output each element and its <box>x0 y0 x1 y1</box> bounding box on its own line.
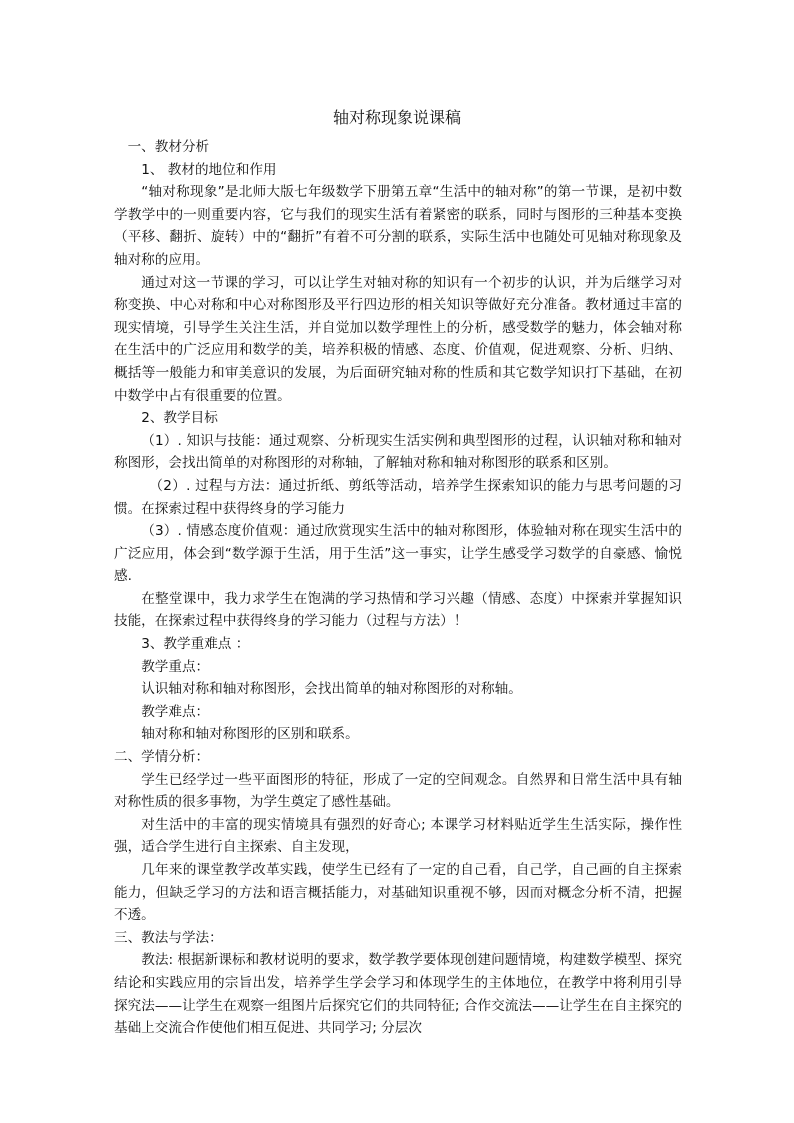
section-heading-learner-analysis: 二、学情分析： <box>114 749 210 766</box>
paragraph: “轴对称现象”是北师大版七年级数学下册第五章“生活中的轴对称”的第一节课，是初中数学教学中的一则重要内容，它与我们的现实生活有着紧密的联系，同时与图形的三种基本变换（平移、翻折、旋转）中的“翻折”有着不可分割的联系，实际生活中也随处可见轴对称现象及轴对称的应用。 <box>114 184 682 268</box>
paragraph: 对生活中的丰富的现实情境具有强烈的好奇心; 本课学习材料贴近学生生活实际，操作性强，适合学生进行自主探索、自主发现， <box>114 816 682 856</box>
paragraph: 学生已经学过一些平面图形的特征，形成了一定的空间观念。自然界和日常生活中具有轴对称性质的很多事物，为学生奠定了感性基础。 <box>114 771 682 811</box>
difficult-points-text: 轴对称和轴对称图形的区别和联系。 <box>141 726 359 743</box>
objective-knowledge-skills: （1）. 知识与技能：通过观察、分析现实生活实例和典型图形的过程，认识轴对称和轴对称图形，会找出简单的对称图形的对称轴，了解轴对称和轴对称图形的联系和区别。 <box>114 432 682 472</box>
section-heading-teaching-learning-methods: 三、教法与学法： <box>114 929 223 946</box>
paragraph: 教法: 根据新课标和教材说明的要求，数学教学要体现创建问题情境，构建数学模型、探究结论和实践应用的宗旨出发，培养学生学会学习和体现学生的主体地位，在教学中将利用引导探究法——让学生在观察一组图片后探究它们的共同特征; 合作交流法——让学生在自主探究的基础上交流合作使他们相互促进、共同学习; 分层次 <box>114 952 682 1037</box>
label-difficult-points: 教学难点： <box>141 703 210 720</box>
label-key-points: 教学重点： <box>141 658 210 675</box>
objective-emotion-attitude: （3）. 情感态度价值观：通过欣赏现实生活中的轴对称图形，体验轴对称在现实生活中的广泛应用，体会到“数学源于生活，用于生活”这一事实，让学生感受学习数学的自豪感、愉悦感. <box>114 523 682 585</box>
subheading-teaching-objectives: 2、教学目标 <box>141 410 218 427</box>
paragraph: 通过对这一节课的学习，可以让学生对轴对称的知识有一个初步的认识，并为后继学习对称变换、中心对称和中心对称图形及平行四边形的相关知识等做好充分准备。教材通过丰富的现实情境，引导学生关注生活，并自觉加以数学理性上的分析，感受数学的魅力，体会轴对称在生活中的广泛应用和数学的美，培养积极的情感、态度、价值观，促进观察、分析、归纳、概括等一般能力和审美意识的发展，为后面研究轴对称的性质和其它数学知识打下基础，在初中数学中占有很重要的位置。 <box>114 274 682 404</box>
paragraph: 在整堂课中，我力求学生在饱满的学习热情和学习兴趣（情感、态度）中探索并掌握知识技能，在探索过程中获得终身的学习能力（过程与方法）！ <box>114 590 682 630</box>
subheading-key-difficult-points: 3、教学重难点 ： <box>141 636 250 653</box>
section-heading-textbook-analysis: 一、教材分析 <box>127 139 210 155</box>
document-body <box>114 136 682 1040</box>
subheading-status-and-role: 1、 教材的地位和作用 <box>141 161 277 178</box>
paragraph: 几年来的课堂教学改革实践，使学生已经有了一定的自己看，自己学，自己画的自主探索能力，但缺乏学习的方法和语言概括能力，对基础知识重视不够，因而对概念分析不清，把握不透。 <box>114 862 682 924</box>
objective-process-methods: （2）. 过程与方法：通过折纸、剪纸等活动，培养学生探索知识的能力与思考问题的习惯。在探索过程中获得终身的学习能力 <box>114 477 682 517</box>
document-title: 轴对称现象说课稿 <box>332 108 461 127</box>
key-points-text: 认识轴对称和轴对称图形，会找出简单的轴对称图形的对称轴。 <box>141 681 522 698</box>
